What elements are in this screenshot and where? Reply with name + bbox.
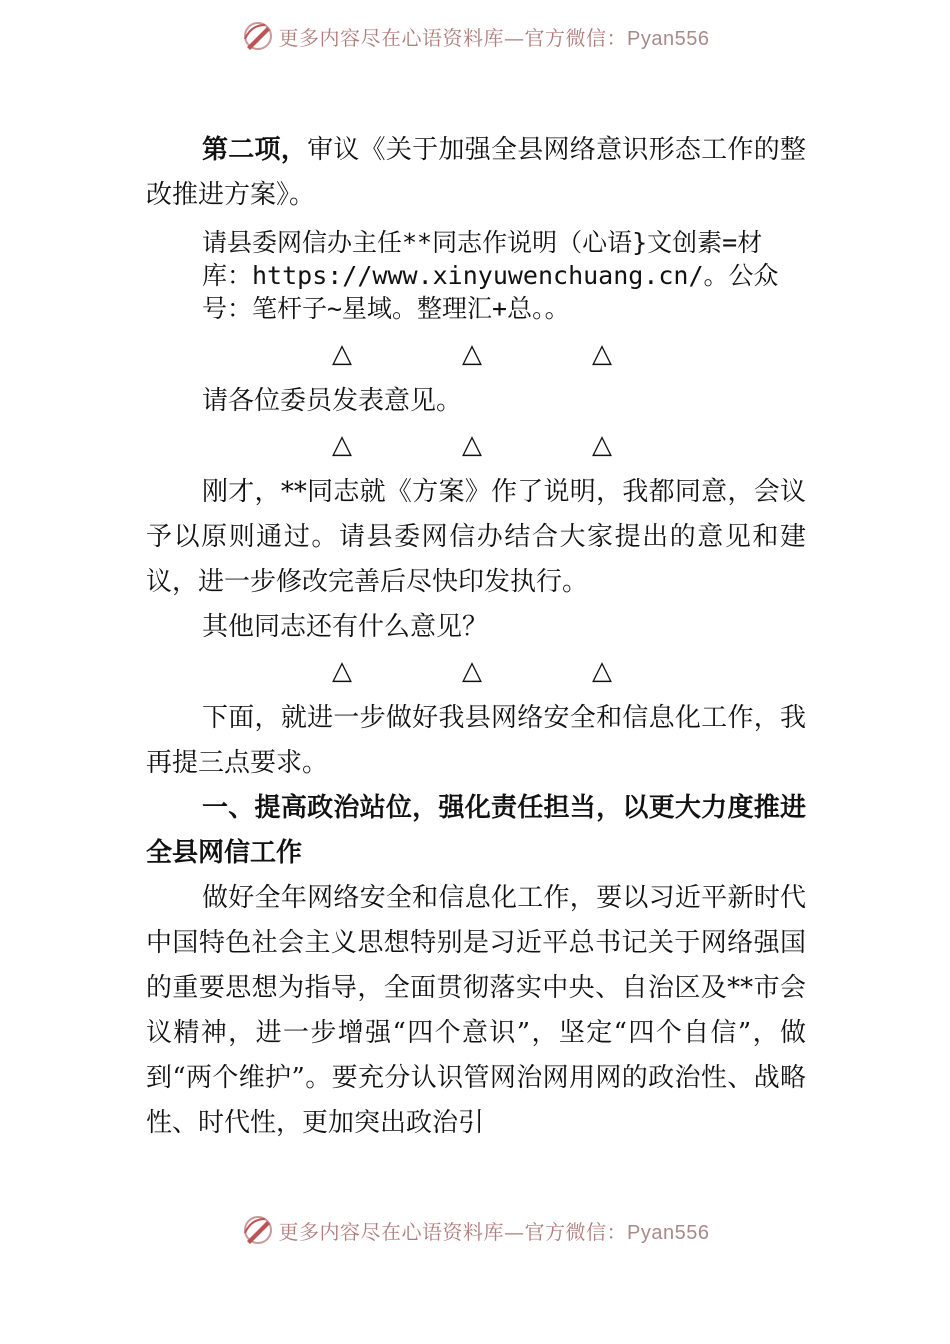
pen-logo-icon xyxy=(241,19,275,53)
agenda-item xyxy=(146,128,806,218)
watermark-banner-bottom xyxy=(0,1210,950,1250)
triangle-mark: △ xyxy=(332,339,352,369)
watermark-text: 更多内容尽在心语资料库—官方微信：Pyan556 xyxy=(278,25,710,50)
document-body xyxy=(146,128,806,1146)
question-paragraph: 其他同志还有什么意见？ xyxy=(202,612,489,642)
request-note: 请县委网信办主任**同志作说明（心语}文创素=材库：https://www.xinyuwenchuang.cn/。公众号：笔杆子~星域。整理汇+总。。 xyxy=(202,228,779,323)
triangle-separator xyxy=(146,333,806,379)
triangle-mark: △ xyxy=(332,430,352,460)
triangle-mark: △ xyxy=(462,339,482,369)
triangle-mark: △ xyxy=(462,656,482,686)
triangle-separator xyxy=(146,424,806,470)
agenda-item-text: 审议《关于加强全县网络意识形态工作的整改推进方案》。 xyxy=(146,135,806,210)
watermark-text: 更多内容尽在心语资料库—官方微信：Pyan556 xyxy=(278,1219,710,1244)
pen-logo-icon xyxy=(241,1213,275,1247)
triangle-mark: △ xyxy=(592,339,612,369)
triangle-mark: △ xyxy=(592,656,612,686)
triangle-mark: △ xyxy=(462,430,482,460)
invite-paragraph: 请各位委员发表意见。 xyxy=(202,386,463,416)
section-heading: 一、提高政治站位，强化责任担当，以更大力度推进全县网信工作 xyxy=(146,793,806,868)
agenda-item-label: 第二项， xyxy=(202,135,308,165)
triangle-mark: △ xyxy=(592,430,612,460)
triangle-mark: △ xyxy=(332,656,352,686)
body-paragraph: 做好全年网络安全和信息化工作，要以习近平新时代中国特色社会主义思想特别是习近平总书记关于网络强国的重要思想为指导，全面贯彻落实中央、自治区及**市会议精神，进一步增强“四个意识”，坚定“四个自信”，做到“两个维护”。要充分认识管网治网用网的政治性、战略性、时代性，更加突出政治引 xyxy=(146,883,806,1138)
triangle-separator xyxy=(146,650,806,696)
watermark-banner-top xyxy=(0,16,950,56)
conclusion-paragraph: 刚才，**同志就《方案》作了说明，我都同意，会议予以原则通过。请县委网信办结合大家提出的意见和建议，进一步修改完善后尽快印发执行。 xyxy=(146,477,806,597)
intro-paragraph: 下面，就进一步做好我县网络安全和信息化工作，我再提三点要求。 xyxy=(146,703,806,778)
